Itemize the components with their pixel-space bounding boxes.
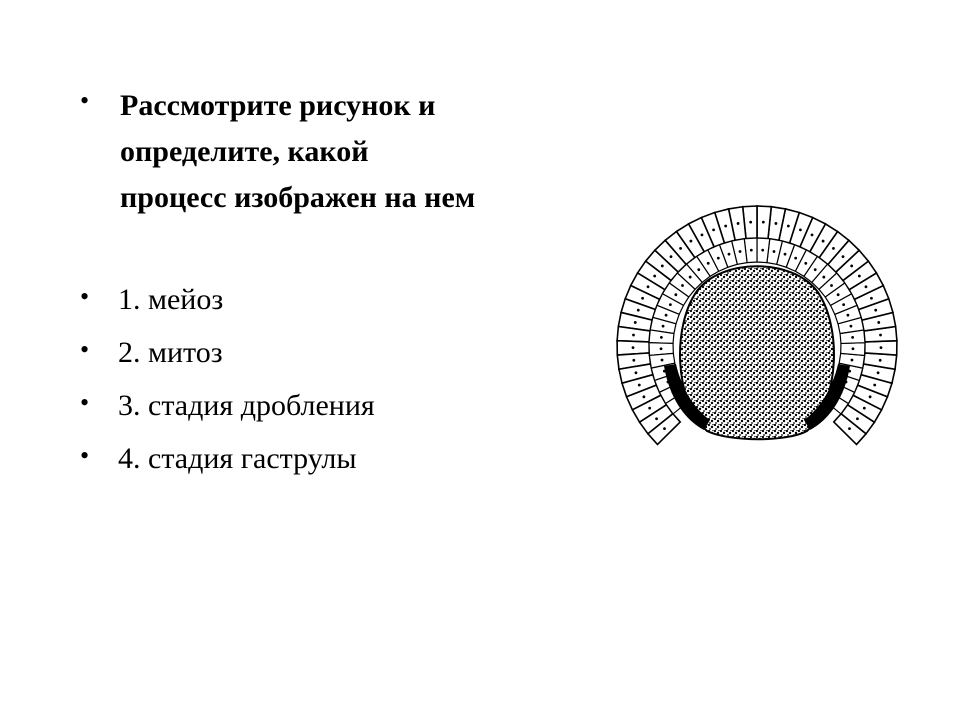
bullet-icon: • bbox=[80, 86, 90, 115]
cell-nucleus bbox=[851, 359, 854, 362]
cell-nucleus bbox=[637, 309, 640, 312]
cell-nucleus bbox=[638, 384, 641, 387]
cell-nucleus bbox=[647, 285, 650, 288]
cell-nucleus bbox=[660, 347, 663, 350]
cell-nucleus bbox=[632, 334, 635, 337]
cell-nucleus bbox=[737, 222, 740, 225]
cell-nucleus bbox=[739, 250, 742, 253]
cell-nucleus bbox=[799, 228, 802, 231]
cell-nucleus bbox=[852, 347, 855, 350]
cell-nucleus bbox=[670, 255, 673, 258]
cell-nucleus bbox=[662, 325, 665, 328]
cell-nucleus bbox=[847, 314, 850, 317]
cell-nucleus bbox=[842, 255, 845, 258]
cell-nucleus bbox=[674, 293, 677, 296]
cell-nucleus bbox=[642, 395, 645, 398]
cell-nucleus bbox=[653, 275, 656, 278]
cell-nucleus bbox=[804, 262, 807, 265]
cell-nucleus bbox=[632, 359, 635, 362]
cell-nucleus bbox=[874, 309, 877, 312]
cell-nucleus bbox=[830, 284, 833, 287]
gastrula-drawing bbox=[612, 196, 902, 448]
cell-nucleus bbox=[856, 417, 859, 420]
cell-nucleus bbox=[870, 297, 873, 300]
cell-nucleus bbox=[863, 407, 866, 410]
answer-option bbox=[80, 276, 580, 329]
cell-nucleus bbox=[773, 250, 776, 253]
cell-nucleus bbox=[794, 257, 797, 260]
cell-nucleus bbox=[811, 233, 814, 236]
bullet-icon: • bbox=[80, 388, 90, 417]
cell-nucleus bbox=[669, 303, 672, 306]
endoderm-mass bbox=[680, 266, 834, 439]
cell-nucleus bbox=[707, 262, 710, 265]
cell-nucleus bbox=[858, 275, 861, 278]
cell-nucleus bbox=[697, 268, 700, 271]
answer-option bbox=[80, 435, 580, 488]
cell-nucleus bbox=[832, 247, 835, 250]
cell-nucleus bbox=[787, 225, 790, 228]
cell-nucleus bbox=[850, 325, 853, 328]
cell-nucleus bbox=[665, 314, 668, 317]
answer-option-text: 1. мейоз bbox=[118, 283, 224, 316]
cell-nucleus bbox=[851, 336, 854, 339]
answer-option-text: 4. стадия гаструлы bbox=[118, 442, 357, 475]
cell-nucleus bbox=[750, 249, 753, 252]
cell-nucleus bbox=[663, 427, 666, 430]
answer-option-text: 2. митоз bbox=[118, 336, 223, 369]
cell-nucleus bbox=[784, 253, 787, 256]
cell-nucleus bbox=[701, 233, 704, 236]
cell-nucleus bbox=[632, 346, 635, 349]
question-text: Рассмотрите рисунок и определите, какой процесс изображен на нем bbox=[120, 89, 476, 214]
cell-nucleus bbox=[660, 336, 663, 339]
answer-options bbox=[80, 276, 580, 488]
cell-nucleus bbox=[648, 407, 651, 410]
bullet-icon: • bbox=[80, 441, 90, 470]
cell-nucleus bbox=[879, 334, 882, 337]
cell-nucleus bbox=[842, 303, 845, 306]
cell-nucleus bbox=[877, 371, 880, 374]
bullet-icon: • bbox=[80, 282, 90, 311]
cell-nucleus bbox=[728, 253, 731, 256]
cell-nucleus bbox=[641, 297, 644, 300]
cell-nucleus bbox=[681, 284, 684, 287]
cell-nucleus bbox=[749, 221, 752, 224]
cell-nucleus bbox=[712, 228, 715, 231]
cell-nucleus bbox=[814, 268, 817, 271]
answer-option-text: 3. стадия дробления bbox=[118, 389, 375, 422]
gastrula-illustration bbox=[612, 196, 902, 448]
cell-nucleus bbox=[775, 222, 778, 225]
cell-nucleus bbox=[679, 247, 682, 250]
cell-nucleus bbox=[837, 293, 840, 296]
cell-nucleus bbox=[879, 359, 882, 362]
cell-nucleus bbox=[655, 417, 658, 420]
cell-nucleus bbox=[717, 257, 720, 260]
cell-nucleus bbox=[661, 265, 664, 268]
bullet-icon: • bbox=[80, 335, 90, 364]
answer-option bbox=[80, 329, 580, 382]
cell-nucleus bbox=[865, 285, 868, 288]
cell-nucleus bbox=[822, 276, 825, 279]
cell-nucleus bbox=[690, 240, 693, 243]
answer-option bbox=[80, 382, 580, 435]
cell-nucleus bbox=[661, 359, 664, 362]
cell-nucleus bbox=[689, 276, 692, 279]
cell-nucleus bbox=[762, 221, 765, 224]
cell-nucleus bbox=[822, 240, 825, 243]
cell-nucleus bbox=[724, 225, 727, 228]
cell-nucleus bbox=[873, 384, 876, 387]
cell-nucleus bbox=[761, 249, 764, 252]
cell-nucleus bbox=[635, 371, 638, 374]
cell-nucleus bbox=[877, 321, 880, 324]
cell-nucleus bbox=[634, 321, 637, 324]
cell-nucleus bbox=[869, 395, 872, 398]
cell-nucleus bbox=[880, 346, 883, 349]
cell-nucleus bbox=[850, 265, 853, 268]
cell-nucleus bbox=[848, 427, 851, 430]
